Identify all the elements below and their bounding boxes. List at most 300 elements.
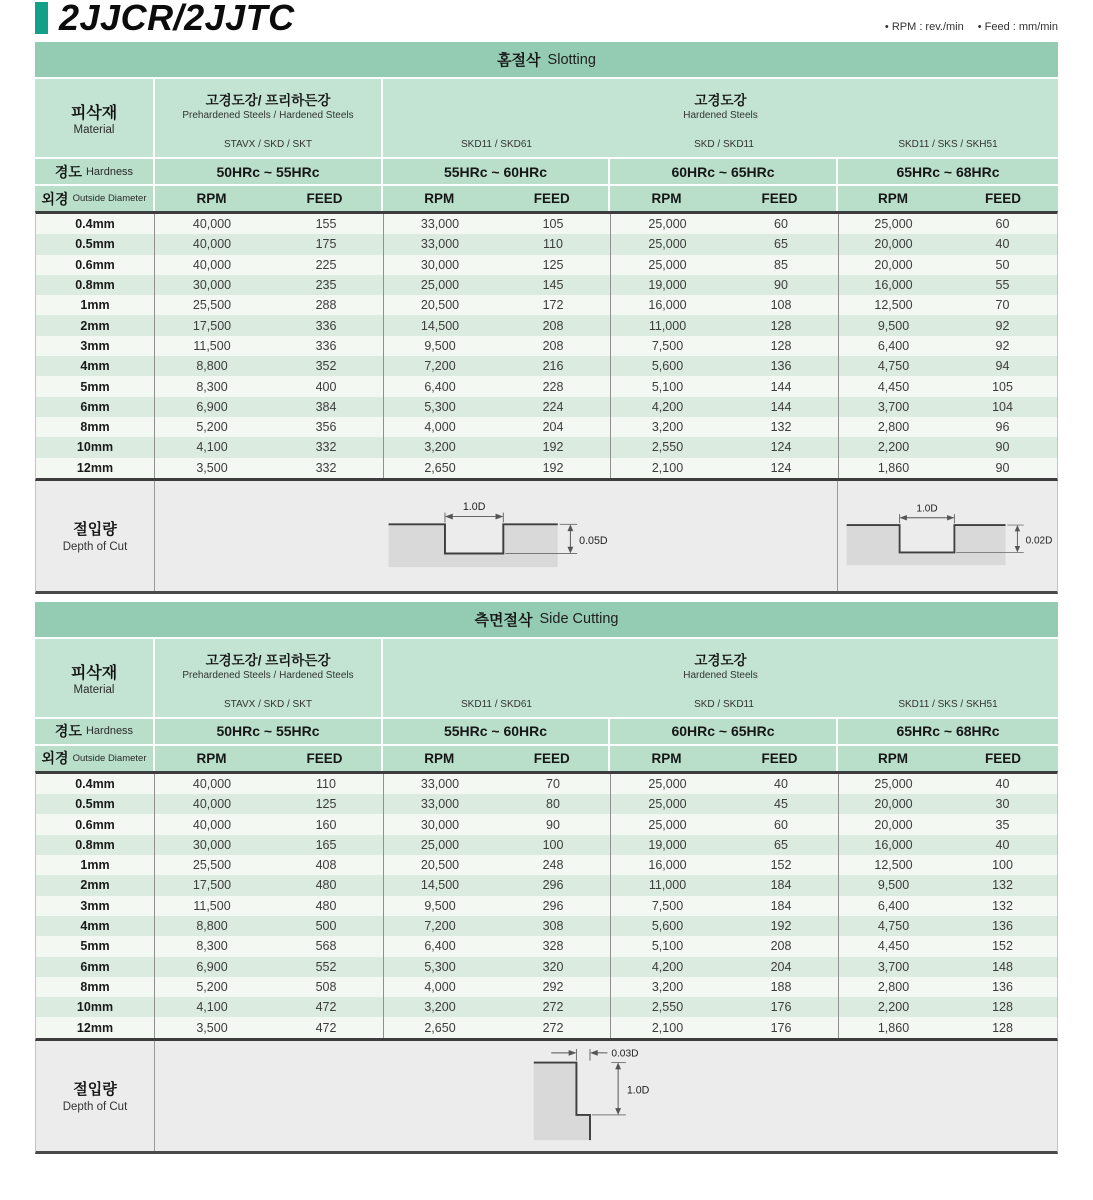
feed-value: 144 [770,399,792,414]
rpm-value: 8,300 [196,379,228,394]
feed-value: 320 [542,959,564,974]
slot-diagram [843,503,1053,569]
feed-value: 500 [315,919,337,934]
rpm-value: 9,500 [838,875,948,895]
table-title-ko: 측면절삭 [474,611,533,629]
rpm-value: 6,400 [838,896,948,916]
feed-value: 332 [315,460,337,475]
feed-value: 90 [995,460,1010,475]
rpm-value: 5,100 [610,936,724,956]
slot-depth-label: 0.02D [1025,535,1052,547]
feed-value: 248 [542,858,564,873]
rpm-feed-headers [610,751,836,766]
rpm-value: 40,000 [192,817,232,832]
table-row [36,774,1057,794]
page-title: 2JJCR/2JJTC [59,0,295,38]
feed-value: 552 [315,959,337,974]
feed-value: 90 [546,817,560,832]
diameter-cell: 1mm [36,855,155,875]
rpm-value: 4,000 [383,417,496,437]
rpm-value: 5,600 [610,356,724,376]
table-row [36,977,1057,997]
diameter-cell: 0.4mm [36,774,155,794]
table-row [36,417,1057,437]
rpm-value: 2,550 [610,437,724,457]
rpm-value: 2,200 [838,997,948,1017]
rpm-value: 11,500 [193,898,231,913]
rpm-value: 5,200 [196,979,228,994]
rpm-header: RPM [196,750,227,766]
feed-value: 208 [542,318,564,333]
hardness-label-en: Hardness [85,165,134,178]
feed-value: 188 [770,979,792,994]
hardened-title-ko: 고경도강 [694,93,747,108]
feed-value: 94 [995,359,1010,374]
prehardened-title-ko: 고경도강/ 프리하든강 [205,652,331,668]
feed-value: 336 [315,338,337,353]
rpm-value: 3,700 [838,957,948,977]
feed-value: 136 [770,359,792,374]
hardness-label-cell [35,719,155,744]
rpm-value: 20,000 [838,255,948,275]
rpm-value: 7,200 [383,916,496,936]
rpm-value: 1,860 [838,458,948,478]
rpm-value: 11,000 [610,875,724,895]
feed-value: 308 [542,919,564,934]
rpm-value: 5,300 [383,957,496,977]
data-rows [35,771,1058,1041]
table-row [36,295,1057,315]
slot-width-label: 1.0D [462,500,485,513]
hardness-label-en: Hardness [85,725,134,738]
material-label-ko: 피삭재 [70,664,118,682]
feed-value: 65 [774,237,788,252]
prehardened-title-en: Prehardened Steels / Hardened Steels [182,110,354,121]
feed-value: 192 [542,440,564,455]
rpm-value: 7,500 [610,336,724,356]
feed-value: 384 [315,399,337,414]
diameter-cell: 4mm [36,356,155,376]
diameter-cell: 8mm [36,977,155,997]
rpm-value: 12,500 [838,855,948,875]
depth-of-cut-row [35,1041,1058,1154]
rpm-value: 25,000 [383,275,496,295]
side-cut-depth-label: 1.0D [626,1084,650,1097]
hardness-row [35,719,1058,744]
slotting-table [35,42,1058,594]
hardened-title-en: Hardened Steels [683,669,758,681]
rpm-feed-header-row [35,746,1058,771]
feed-value: 192 [770,919,792,934]
rpm-value: 25,000 [610,794,724,814]
rpm-value: 9,500 [383,896,496,916]
diameter-cell: 0.6mm [36,814,155,834]
slot-diagram-cell [837,481,1057,591]
rpm-value: 7,500 [610,896,724,916]
table-row [36,936,1057,956]
rpm-value: 6,400 [383,936,496,956]
feed-value: 352 [315,359,337,374]
rpm-value: 17,500 [192,318,232,333]
feed-value: 216 [542,359,564,374]
table-title [35,42,1058,77]
feed-value: 568 [315,939,337,954]
feed-value: 40 [774,777,788,791]
steel-grades-row [383,699,1058,710]
rpm-value: 8,300 [196,939,228,954]
feed-header: FEED [984,191,1021,206]
table-title-en: Slotting [547,51,596,68]
table-row [36,957,1057,977]
rpm-value: 33,000 [383,774,496,794]
diameter-cell: 0.8mm [36,835,155,855]
rpm-value: 33,000 [383,214,496,234]
rpm-header: RPM [651,191,682,206]
feed-value: 208 [770,939,792,954]
feed-value: 45 [774,797,788,812]
steel-grades: SKD11 / SKD61 [461,139,532,150]
table-row [36,794,1057,814]
rpm-value: 16,000 [610,295,724,315]
prehardened-group-cell [155,639,383,717]
feed-value: 70 [995,298,1010,313]
diameter-cell: 5mm [36,936,155,956]
rpm-value: 14,500 [383,875,496,895]
feed-header: FEED [984,750,1021,766]
feed-header: FEED [533,191,570,206]
feed-value: 336 [315,318,337,333]
rpm-value: 2,100 [610,458,724,478]
rpm-value: 1,860 [838,1017,948,1037]
feed-value: 175 [315,237,337,252]
table-row [36,315,1057,335]
depth-label-cell [36,1041,155,1151]
rpm-value: 30,000 [192,837,232,852]
feed-value: 328 [542,939,564,954]
rpm-value: 16,000 [610,855,724,875]
hardness-range: 60HRc ~ 65HRc [610,159,838,184]
rpm-units-label: • RPM : rev./min [884,21,964,33]
rpm-value: 25,000 [610,774,724,794]
feed-value: 92 [995,338,1010,353]
steel-grades: STAVX / SKD / SKT [224,698,312,710]
feed-value: 144 [770,379,792,394]
rpm-value: 3,700 [838,397,948,417]
feed-value: 296 [542,898,564,913]
hardened-title-en: Hardened Steels [683,110,758,121]
diameter-cell: 4mm [36,916,155,936]
feed-value: 55 [995,278,1010,293]
diameter-cell: 2mm [36,875,155,895]
table-title [35,602,1058,637]
diameter-label-en: Outside Diameter [72,752,147,764]
feed-value: 132 [992,898,1013,913]
table-row [36,214,1057,234]
rpm-value: 40,000 [192,237,232,252]
rpm-header: RPM [878,750,908,766]
accent-bar [35,2,48,34]
depth-label-en: Depth of Cut [62,1101,128,1114]
rpm-header: RPM [651,750,682,766]
feed-value: 288 [315,298,337,313]
feed-value: 30 [995,797,1010,812]
feed-value: 165 [315,837,337,852]
depth-label-cell [36,481,155,591]
rpm-value: 12,500 [838,295,948,315]
diameter-cell: 10mm [36,997,155,1017]
hardness-label-ko: 경도 [54,163,82,180]
rpm-value: 30,000 [192,278,232,293]
steel-grades: SKD11 / SKD61 [461,698,532,710]
rpm-value: 5,300 [383,397,496,417]
side-cut-diagram [526,1045,686,1147]
hardness-row [35,159,1058,184]
rpm-feed-headers [838,191,1058,206]
rpm-value: 8,800 [196,919,228,934]
hardness-range: 65HRc ~ 68HRc [838,719,1058,744]
feed-value: 508 [315,979,337,994]
feed-value: 224 [542,399,564,414]
rpm-value: 16,000 [838,275,948,295]
rpm-header: RPM [196,191,227,206]
table-row [36,234,1057,254]
feed-header: FEED [306,750,343,766]
rpm-value: 25,000 [610,234,724,254]
rpm-value: 3,200 [383,437,496,457]
feed-value: 184 [770,878,792,893]
diameter-cell: 12mm [36,1017,155,1037]
feed-value: 132 [770,420,792,435]
rpm-value: 33,000 [383,234,496,254]
feed-value: 408 [315,858,337,873]
hardened-group-cell [383,639,1058,717]
depth-label-ko: 절입량 [73,521,117,539]
steel-grades-row [383,139,1058,150]
rpm-value: 3,500 [196,1020,228,1035]
feed-value: 124 [770,440,792,455]
table-row [36,916,1057,936]
rpm-value: 4,100 [196,1000,228,1015]
feed-value: 124 [770,460,792,475]
rpm-value: 30,000 [383,814,496,834]
diameter-cell: 0.5mm [36,234,155,254]
slot-diagram [384,501,609,571]
diameter-label-ko: 외경 [41,750,69,767]
feed-value: 145 [542,278,564,293]
rpm-value: 2,650 [383,458,496,478]
table-row [36,814,1057,834]
table-row [36,397,1057,417]
feed-value: 80 [546,797,560,812]
rpm-value: 6,400 [383,376,496,396]
rpm-value: 40,000 [192,797,232,812]
rpm-value: 4,450 [838,936,948,956]
feed-value: 60 [774,217,788,232]
feed-units-label: • Feed : mm/min [977,21,1058,33]
table-row [36,1017,1057,1037]
feed-value: 225 [315,257,337,272]
rpm-value: 40,000 [192,217,232,232]
feed-value: 136 [992,919,1013,934]
rpm-value: 4,200 [610,397,724,417]
diameter-cell: 12mm [36,458,155,478]
feed-header: FEED [533,750,570,766]
side-cut-width-label: 0.03D [611,1048,639,1060]
diameter-cell: 8mm [36,417,155,437]
feed-value: 235 [315,278,337,293]
material-label-cell [35,79,155,157]
feed-value: 272 [542,1020,564,1035]
feed-value: 105 [992,379,1013,394]
feed-value: 85 [774,257,788,272]
hardness-label-cell [35,159,155,184]
material-header [35,639,1058,717]
table-row [36,376,1057,396]
feed-value: 100 [542,837,564,852]
material-header [35,79,1058,157]
rpm-value: 2,650 [383,1017,496,1037]
table-row [36,896,1057,916]
diameter-cell: 0.5mm [36,794,155,814]
table-row [36,336,1057,356]
rpm-feed-headers [383,191,608,206]
rpm-value: 19,000 [610,835,724,855]
rpm-value: 6,900 [196,959,228,974]
feed-value: 110 [316,777,336,791]
feed-value: 184 [770,898,792,913]
rpm-value: 19,000 [610,275,724,295]
rpm-value: 9,500 [383,336,496,356]
feed-value: 176 [770,1000,792,1015]
prehardened-title-en: Prehardened Steels / Hardened Steels [182,669,354,681]
rpm-value: 20,000 [838,794,948,814]
rpm-value: 8,800 [196,359,228,374]
rpm-value: 2,800 [838,977,948,997]
feed-value: 292 [542,979,564,994]
diameter-label-ko: 외경 [41,190,69,207]
steel-grades: SKD / SKD11 [694,698,754,710]
rpm-value: 6,900 [196,399,228,414]
slot-depth-label: 0.05D [578,534,608,547]
diameter-label-cell [35,746,155,771]
feed-value: 472 [315,1000,337,1015]
feed-value: 204 [542,420,564,435]
table-row [36,855,1057,875]
table-row [36,437,1057,457]
table-row [36,875,1057,895]
table-row [36,997,1057,1017]
rpm-feed-headers [610,191,836,206]
depth-label-ko: 절입량 [73,1081,117,1099]
hardness-range: 50HRc ~ 55HRc [155,719,383,744]
material-label-en: Material [73,124,115,136]
feed-value: 176 [770,1020,792,1035]
feed-value: 160 [315,817,337,832]
feed-value: 172 [542,298,564,313]
material-label-ko: 피삭재 [70,105,118,122]
feed-value: 65 [774,837,788,852]
rpm-value: 40,000 [192,257,232,272]
rpm-header: RPM [424,750,455,766]
feed-header: FEED [761,191,798,206]
material-label-cell [35,639,155,717]
feed-value: 148 [992,959,1013,974]
feed-value: 40 [995,837,1010,852]
rpm-value: 7,200 [383,356,496,376]
feed-value: 400 [315,379,337,394]
hardened-group-cell [383,79,1058,157]
rpm-value: 3,200 [610,977,724,997]
feed-value: 480 [315,878,337,893]
diameter-cell: 5mm [36,376,155,396]
rpm-value: 20,000 [838,234,948,254]
diameter-cell: 2mm [36,315,155,335]
data-rows [35,211,1058,481]
feed-value: 128 [992,1020,1013,1035]
feed-value: 332 [315,440,337,455]
prehardened-title-ko: 고경도강/ 프리하든강 [205,93,331,108]
feed-value: 70 [546,777,560,791]
rpm-value: 14,500 [383,315,496,335]
feed-value: 136 [992,979,1013,994]
diameter-cell: 6mm [36,957,155,977]
feed-value: 472 [315,1020,337,1035]
rpm-value: 25,500 [192,858,232,873]
rpm-feed-headers [155,751,381,766]
rpm-value: 40,000 [192,777,232,791]
rpm-value: 4,000 [383,977,496,997]
rpm-value: 2,200 [838,437,948,457]
rpm-value: 4,450 [838,376,948,396]
feed-value: 152 [992,939,1013,954]
units-note [871,21,1058,36]
diameter-cell: 0.8mm [36,275,155,295]
steel-grades: SKD / SKD11 [694,139,754,150]
rpm-value: 6,400 [838,336,948,356]
rpm-value: 20,000 [838,814,948,834]
hardness-range: 65HRc ~ 68HRc [838,159,1058,184]
product-title-block [35,0,295,36]
rpm-value: 33,000 [383,794,496,814]
feed-value: 480 [315,898,337,913]
rpm-value: 25,000 [838,214,948,234]
feed-value: 128 [770,318,792,333]
feed-value: 60 [774,817,788,832]
rpm-value: 11,500 [193,338,231,353]
feed-value: 40 [995,777,1010,791]
feed-value: 105 [542,217,564,232]
rpm-feed-headers [838,751,1058,766]
steel-grades: STAVX / SKD / SKT [224,139,312,150]
rpm-value: 4,100 [196,440,228,455]
feed-value: 108 [770,298,792,313]
rpm-value: 25,500 [192,298,232,313]
page-header [0,0,1093,42]
depth-of-cut-row [35,481,1058,594]
feed-value: 40 [995,237,1010,252]
feed-value: 100 [992,858,1013,873]
rpm-value: 4,750 [838,356,948,376]
diameter-cell: 0.4mm [36,214,155,234]
feed-value: 296 [542,878,564,893]
rpm-value: 5,100 [610,376,724,396]
feed-value: 110 [543,237,563,252]
rpm-value: 25,000 [838,774,948,794]
rpm-value: 20,500 [383,855,496,875]
feed-value: 228 [542,379,564,394]
rpm-value: 4,750 [838,916,948,936]
rpm-value: 4,200 [610,957,724,977]
